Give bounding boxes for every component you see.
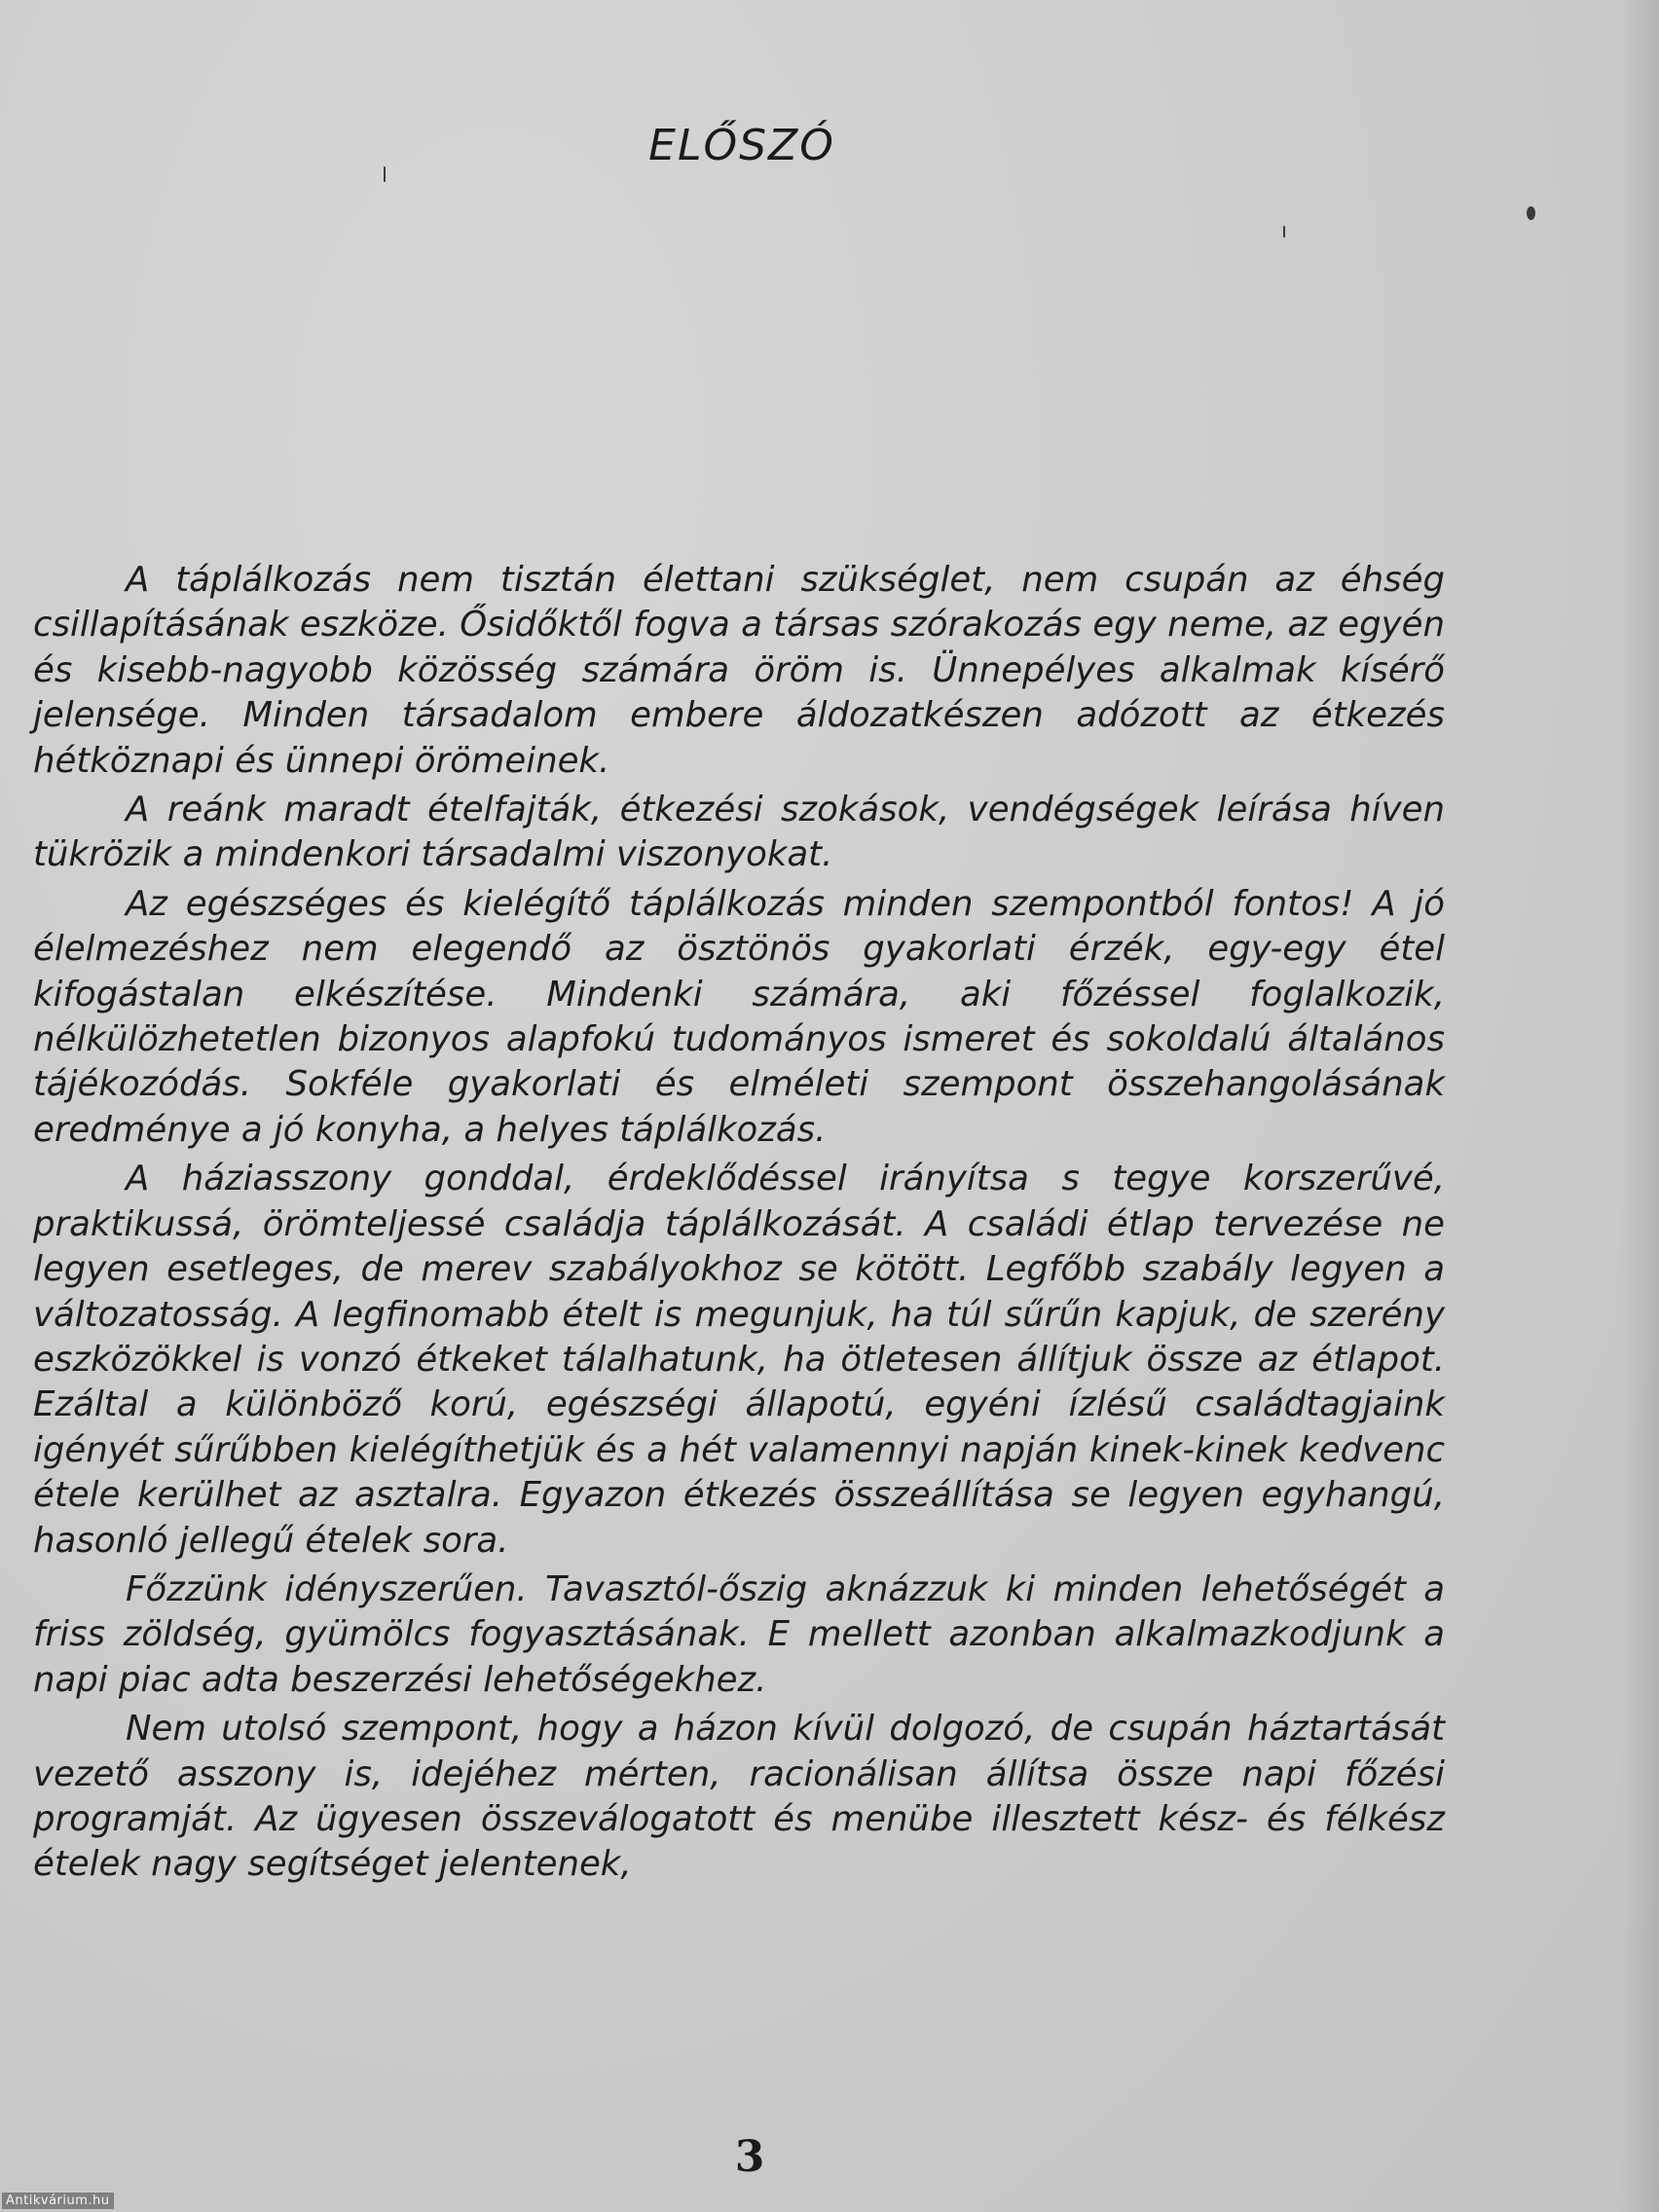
watermark: Antikvárium.hu <box>2 2193 114 2209</box>
page-title: ELŐSZÓ <box>648 121 835 170</box>
page-edge-shadow <box>1620 0 1659 2212</box>
paper-speck <box>384 166 386 182</box>
paragraph-2: A reánk maradt ételfajták, étkezési szokások, vendégségek leírása híven tükrözik a mindenkori társadalmi viszonyokat. <box>33 790 1445 875</box>
paragraph-5: Főzzünk idényszerűen. Tavasztól-őszig aknázzuk ki minden lehetőségét a friss zöldség, gyümölcs fogyasztásának. E mellett azonban alkalmazkodjunk a napi piac adta beszerzési lehetőségekhez. <box>33 1568 1445 1700</box>
paragraph-4: A háziasszony gonddal, érdeklődéssel irányítsa s tegye korszerűvé, praktikussá, örömteljessé családja táplálkozását. A családi étlap tervezése ne legyen esetleges, de merev szabályokhoz se kötött. Legfőbb szabály legyen a változatosság. A legfinomabb ételt is megunjuk, ha túl sűrűn kapjuk, de szerény eszközökkel is vonzó étkeket tálalhatunk, ha ötletesen állítjuk össze az étlapot. Ezáltal a különböző korú, egészségi állapotú, egyéni ízlésű családtagjaink igényét sűrűbben kielégíthetjük és a hét valamennyi napján kinek-kinek kedvenc étele kerülhet az asztalra. Egyazon étkezés összeállítása se legyen egyhangú, hasonló jellegű ételek sora. <box>33 1159 1445 1561</box>
paragraph-6: Nem utolsó szempont, hogy a házon kívül dolgozó, de csupán háztartását vezető asszony is, idejéhez mérten, racionálisan állítsa össze napi főzési programját. Az ügyesen összeválogatott és menübe illesztett kész- és félkész ételek nagy segítséget jelentenek, <box>33 1709 1445 1885</box>
paragraph-3: Az egészséges és kielégítő táplálkozás minden szempontból fontos! A jó élelmezéshez nem elegendő az ösztönös gyakorlati érzék, egy-egy étel kifogástalan elkészítése. Mindenki számára, aki főzéssel foglalkozik, nélkülözhetetlen bizonyos alapfokú tudományos ismeret és sokoldalú általános tájékozódás. Sokféle gyakorlati és elméleti szempont összehangolásának eredménye a jó konyha, a helyes táplálkozás. <box>33 883 1445 1150</box>
preface-body <box>33 558 1445 1892</box>
page-number: 3 <box>734 2132 765 2182</box>
paper-speck <box>1527 206 1535 220</box>
paragraph-1: A táplálkozás nem tisztán élettani szükséglet, nem csupán az éhség csillapításának eszköze. Ősidőktől fogva a társas szórakozás egy neme, az egyén és kisebb-nagyobb közösség számára öröm is. Ünnepélyes alkalmak kísérő jelensége. Minden társadalom embere áldozatkészen adózott az étkezés hétköznapi és ünnepi örömeinek. <box>33 560 1445 781</box>
paper-speck <box>1283 226 1285 238</box>
